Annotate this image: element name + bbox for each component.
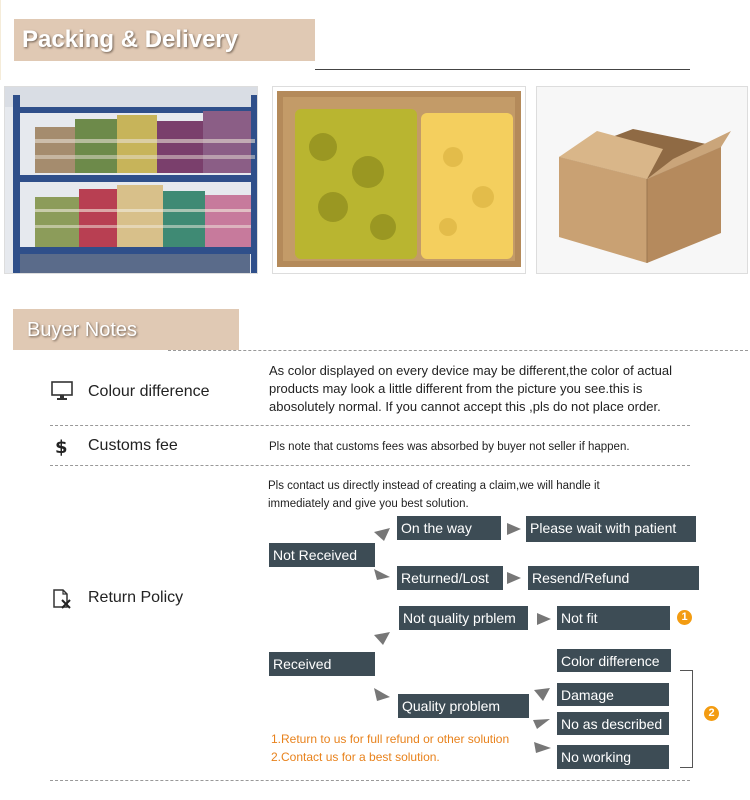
customs-fee-label: Customs fee bbox=[88, 437, 178, 454]
arrow bbox=[537, 613, 551, 625]
arrow bbox=[533, 719, 550, 729]
color-difference-box: Color difference bbox=[557, 649, 671, 672]
return-policy-label: Return Policy bbox=[88, 589, 184, 606]
no-as-described-box: No as described bbox=[557, 712, 669, 735]
colour-difference-label: Colour difference bbox=[88, 383, 210, 400]
arrow bbox=[507, 523, 521, 535]
not-received-box: Not Received bbox=[269, 543, 375, 567]
please-wait-box: Please wait with patient bbox=[526, 516, 696, 542]
arrow bbox=[534, 742, 551, 753]
colour-difference-line-1: As color displayed on every device may be different,the color of actual bbox=[269, 363, 672, 378]
damage-box: Damage bbox=[557, 683, 669, 706]
arrow bbox=[374, 688, 390, 701]
refund-note-line-1: 1.Return to us for full refund or other solution bbox=[271, 732, 510, 746]
arrow bbox=[534, 688, 550, 701]
resend-refund-box: Resend/Refund bbox=[528, 566, 699, 590]
svg-text:$: $ bbox=[55, 437, 68, 457]
group-bracket bbox=[680, 670, 693, 768]
arrow bbox=[374, 569, 390, 580]
return-intro-line-2: immediately and give you best solution. bbox=[268, 498, 469, 510]
customs-fee-text: Pls note that customs fees was absorbed by buyer not seller if happen. bbox=[269, 441, 630, 453]
buyer-notes-title: Buyer Notes bbox=[27, 319, 138, 341]
arrow bbox=[374, 528, 390, 541]
colour-difference-line-2: products may look a little different from the picture you see.this is bbox=[269, 381, 643, 396]
no-working-box: No working bbox=[557, 745, 669, 769]
arrow bbox=[507, 572, 521, 584]
quality-problem-box: Quality problem bbox=[398, 694, 529, 718]
arrow bbox=[374, 632, 390, 645]
not-quality-problem-box: Not quality prblem bbox=[399, 606, 528, 630]
badge-2: 2 bbox=[704, 706, 719, 721]
colour-difference-line-3: abosolutely normal. If you cannot accept this ,pls do not place order. bbox=[269, 399, 661, 414]
refund-note-line-2: 2.Contact us for a best solution. bbox=[271, 750, 440, 764]
received-box: Received bbox=[269, 652, 375, 676]
packing-title: Packing & Delivery bbox=[22, 26, 239, 53]
returned-lost-box: Returned/Lost bbox=[397, 566, 503, 590]
return-intro-line-1: Pls contact us directly instead of creating a claim,we will handle it bbox=[268, 480, 600, 492]
not-fit-box: Not fit bbox=[557, 606, 670, 630]
badge-1: 1 bbox=[677, 610, 692, 625]
divider bbox=[50, 780, 690, 781]
on-the-way-box: On the way bbox=[397, 516, 501, 540]
